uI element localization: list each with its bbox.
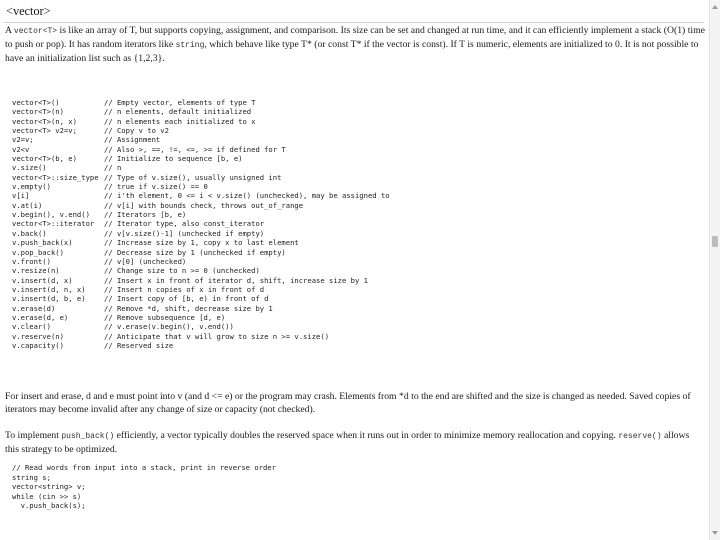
member-signature: vector<T> v2=v; [12,126,77,136]
member-row [12,219,702,228]
intro-text-3: , which behave like type T* (or const T* if the vector is const). If T is numeric, elements are initialized to 0. It is not possible to have an initialization list such as {1,2,3}. [5,39,699,65]
member-signature: v.insert(d, n, x) [12,284,86,294]
member-comment: // Change size to n >= 0 (unchecked) [104,266,260,276]
vertical-scrollbar[interactable] [709,0,720,540]
member-comment: // n [104,163,122,173]
member-row [12,313,702,322]
member-comment: // Remove subsequence [d, e) [104,312,226,322]
example-code-line: vector<string> v; [12,482,86,492]
member-comment: // Insert copy of [b, e) in front of d [104,294,269,304]
member-signature: v.reserve(n) [12,331,64,341]
member-signature: vector<T>::iterator [12,219,95,229]
member-comment: // true if v.size() == 0 [104,182,208,192]
member-row [12,266,702,275]
intro-code-string: string [175,41,205,51]
member-comment: // v.erase(v.begin(), v.end()) [104,322,234,332]
member-signature: vector<T>(n) [12,107,64,117]
scroll-down-arrow-icon[interactable] [712,531,718,535]
member-signature: v2=v; [12,135,34,145]
member-comment: // Insert x in front of iterator d, shift, increase size by 1 [104,275,368,285]
member-row [12,210,702,219]
member-signature: v.clear() [12,322,51,332]
pushback-text-3: allows this strategy to be optimized. [5,430,690,456]
member-signature: v.pop_back() [12,247,64,257]
pushback-text-1: To implement [5,430,62,441]
section-heading: <vector> [6,4,51,18]
member-signature: vector<T>() [12,98,60,107]
intro-paragraph [5,24,705,66]
member-row [12,126,702,135]
member-row [12,238,702,247]
member-signature: v.resize(n) [12,266,60,276]
member-row [12,163,702,172]
scroll-up-arrow-icon[interactable] [712,5,718,9]
member-row [12,294,702,303]
member-comment: // Also >, ==, !=, <=, >= if defined for T [104,144,286,154]
member-row [12,117,702,126]
insert-erase-note: For insert and erase, d and e must point into v (and d <= e) or the program may crash. Elements from *d to the end are shifted and the size is changed as needed. Saved copies of iterators may become invalid after any change of size or capacity (not checked). [5,391,691,416]
member-row [12,182,702,191]
intro-text-1: A [5,25,14,36]
member-row [12,191,702,200]
example-code-line: string s; [12,472,51,482]
member-signature: v.capacity() [12,340,64,350]
member-comment: // n elements each initialized to x [104,116,256,126]
member-row [12,145,702,154]
pushback-code-reserve: reserve() [618,432,662,441]
member-comment: // Initialize to sequence [b, e) [104,154,243,164]
member-signature: v.empty() [12,182,51,192]
member-comment: // v[0] (unchecked) [104,256,187,266]
member-row [12,304,702,313]
member-row [12,341,702,350]
member-comment: // i'th element, 0 <= i < v.size() (unchecked), may be assigned to [104,191,390,201]
member-comment: // v[i] with bounds check, throws out_of_range [104,200,304,210]
member-row [12,135,702,144]
member-comment: // Anticipate that v will grow to size n >= v.size() [104,331,330,341]
member-comment: // Decrease size by 1 (unchecked if empty) [104,247,286,257]
member-signature: v[i] [12,191,30,201]
member-signature: v.size() [12,163,47,173]
member-signature: v.push_back(x) [12,238,73,248]
member-row [12,257,702,266]
member-comment: // Remove *d, shift, decrease size by 1 [104,303,273,313]
intro-text-2: is like an array of T, but supports copying, assignment, and comparison. Its size can be set and changed at run time, and it can efficiently implement a stack (O(1) time to push or pop). It has random iterators like [5,25,705,51]
member-signature: v2<v [12,144,30,154]
member-row [12,173,702,182]
member-signature: v.at(i) [12,200,43,210]
member-comment: // Insert n copies of x in front of d [104,284,265,294]
intro-code-vector: vector<T> [13,27,58,36]
member-signature: vector<T>(b, e) [12,154,77,164]
member-signature: v.erase(d) [12,303,56,313]
member-signature: vector<T>(n, x) [12,116,77,126]
member-comment: // Increase size by 1, copy x to last element [104,238,299,248]
member-comment: // Iterator type, also const_iterator [104,219,265,229]
member-row [12,201,702,210]
example-code-line: while (cin >> s) [12,491,82,501]
member-signature: v.back() [12,228,47,238]
member-row [12,332,702,341]
member-comment: // Copy v to v2 [104,126,169,136]
member-row [12,285,702,294]
member-signature: v.front() [12,256,51,266]
scrollbar-thumb[interactable] [712,236,718,247]
pushback-code-push-back: push_back() [61,432,115,441]
member-comment: // n elements, default initialized [104,107,252,117]
member-signature: v.insert(d, x) [12,275,73,285]
member-row [12,107,702,116]
member-signature: v.insert(d, b, e) [12,294,86,304]
heading-divider [4,22,704,23]
member-comment: // Empty vector, elements of type T [104,98,256,107]
member-signature: vector<T>::size_type [12,172,99,182]
member-signature: v.erase(d, e) [12,312,69,322]
member-row [12,154,702,163]
member-row [12,98,702,107]
example-code-block [12,463,702,511]
member-row [12,229,702,238]
member-row [12,276,702,285]
member-comment: // Reserved size [104,340,174,350]
example-code-line: v.push_back(s); [12,501,86,511]
member-function-list [12,98,702,350]
push-back-paragraph [5,429,705,456]
pushback-text-2: efficiently, a vector typically doubles the reserved space when it runs out in order to minimize memory reallocation and copying. [114,430,619,441]
member-row [12,322,702,331]
member-signature: v.begin(), v.end() [12,210,90,220]
member-comment: // v[v.size()-1] (unchecked if empty) [104,228,265,238]
member-comment: // Assignment [104,135,161,145]
example-code-line: // Read words from input into a stack, print in reverse order [12,463,276,472]
member-comment: // Iterators [b, e) [104,210,187,220]
member-comment: // Type of v.size(), usually unsigned int [104,172,282,182]
member-row [12,248,702,257]
